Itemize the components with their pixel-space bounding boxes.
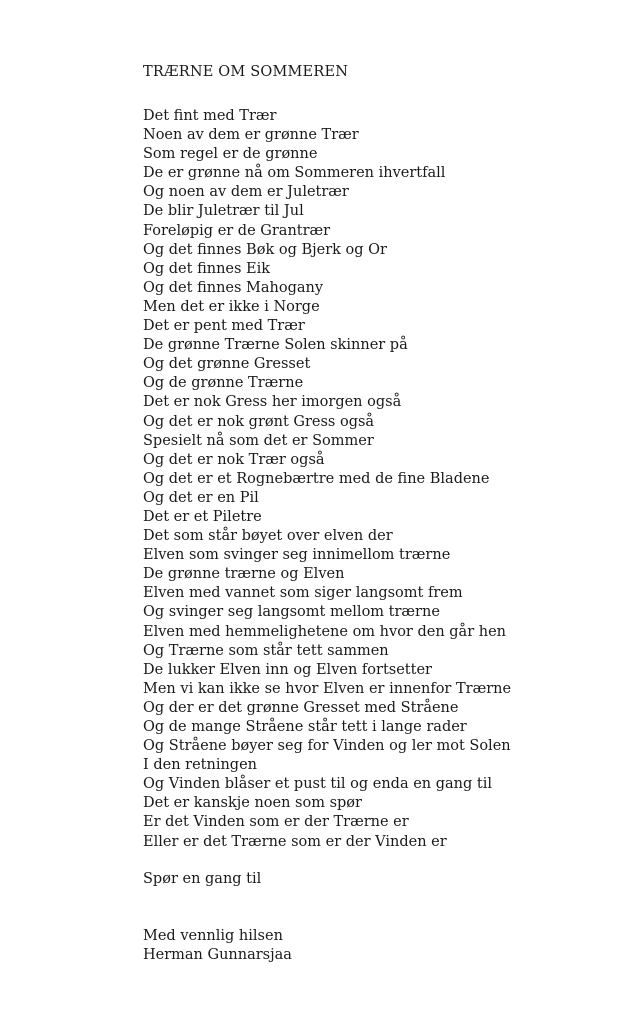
poem-line: Og det grønne Gresset bbox=[143, 356, 311, 373]
poem-line: Og de mange Stråene står tett i lange rader bbox=[143, 719, 467, 735]
poem-line: Det er et Piletre bbox=[143, 508, 262, 525]
poem-line: Det er pent med Trær bbox=[143, 318, 305, 335]
poem-line: Noen av dem er grønne Trær bbox=[143, 127, 359, 144]
poem-line: De lukker Elven inn og Elven fortsetter bbox=[143, 661, 432, 678]
poem-line: Og det finnes Mahogany bbox=[143, 279, 324, 296]
poem-line: Elven som svinger seg innimellom trærne bbox=[143, 547, 451, 564]
poem-line: Og der er det grønne Gresset med Stråene bbox=[143, 699, 459, 716]
poem-line: Det fint med Trær bbox=[143, 108, 277, 124]
poem-line: Men vi kan ikke se hvor Elven er innenfor Trærne bbox=[143, 680, 512, 697]
poem-line: Og det finnes Bøk og Bjerk og Or bbox=[143, 241, 387, 258]
poem-line: Og det er nok Trær også bbox=[143, 451, 325, 468]
poem-line: Er det Vinden som er der Trærne er bbox=[143, 814, 409, 831]
poem-line: De grønne trærne og Elven bbox=[143, 566, 345, 583]
poem-line: De grønne Trærne Solen skinner på bbox=[143, 337, 408, 354]
poem-line: Og det er en Pil bbox=[143, 489, 259, 506]
poem-line: Og det er nok grønt Gress også bbox=[143, 413, 375, 430]
poem-title: TRÆRNE OM SOMMEREN bbox=[143, 64, 349, 80]
poem-line: Og svinger seg langsomt mellom trærne bbox=[143, 604, 440, 621]
poem-line: Og Trærne som står tett sammen bbox=[143, 642, 389, 659]
poem-line: Eller er det Trærne som er der Vinden er bbox=[143, 833, 447, 850]
poem-body bbox=[143, 107, 511, 852]
closing-line: Spør en gang til bbox=[143, 871, 262, 887]
poem-line: De er grønne nå om Sommeren ihvertfall bbox=[143, 165, 446, 182]
poem-line: Det er nok Gress her imorgen også bbox=[143, 394, 402, 411]
poem-line: Og Stråene bøyer seg for Vinden og ler mot Solen bbox=[143, 738, 511, 755]
poem-line: Men det er ikke i Norge bbox=[143, 298, 320, 315]
poem-line: Foreløpig er de Grantrær bbox=[143, 222, 331, 239]
poem-line: De blir Juletrær til Jul bbox=[143, 203, 304, 220]
poem-line: Og det finnes Eik bbox=[143, 260, 271, 277]
signoff bbox=[143, 927, 292, 965]
signoff-name: Herman Gunnarsjaa bbox=[143, 947, 292, 963]
poem-line: Som regel er de grønne bbox=[143, 146, 318, 163]
poem-line: Og noen av dem er Juletrær bbox=[143, 184, 349, 201]
poem-line: I den retningen bbox=[143, 757, 258, 774]
signoff-greeting: Med vennlig hilsen bbox=[143, 928, 283, 944]
poem-line: Og de grønne Trærne bbox=[143, 375, 304, 392]
poem-line: Og det er et Rognebærtre med de fine Bladene bbox=[143, 470, 490, 487]
poem-line: Og Vinden blåser et pust til og enda en gang til bbox=[143, 776, 492, 793]
poem-line: Spesielt nå som det er Sommer bbox=[143, 432, 374, 449]
poem-line: Det som står bøyet over elven der bbox=[143, 528, 393, 545]
poem-line: Elven med vannet som siger langsomt frem bbox=[143, 585, 463, 602]
poem-line: Elven med hemmelighetene om hvor den går hen bbox=[143, 623, 507, 640]
poem-line: Det er kanskje noen som spør bbox=[143, 795, 362, 812]
